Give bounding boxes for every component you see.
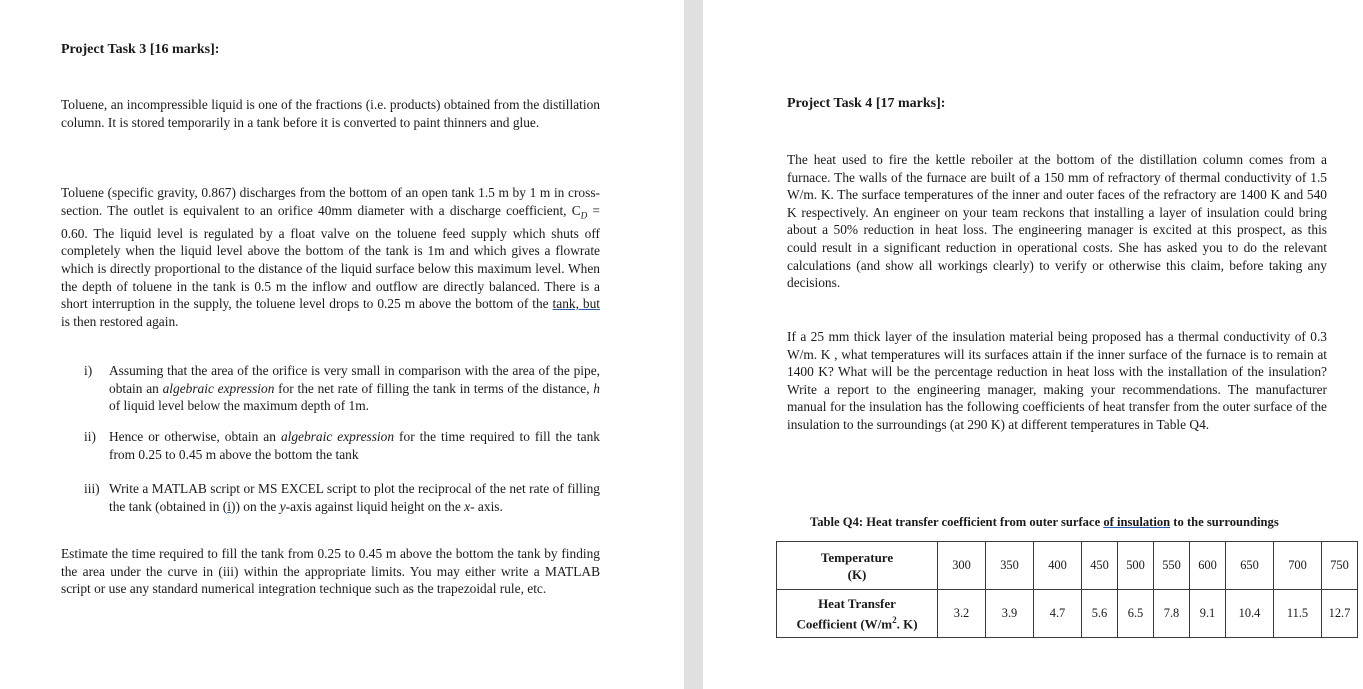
right-page	[703, 0, 1363, 689]
description-part2: = 0.60. The liquid level is regulated by a float valve on the toluene feed supply which shuts off completely when the liquid level above the bottom of the tank is 1m and which gives a flowrate which is directly proportional to the distance of the liquid surface below this maximum level. When the depth of toluene in the tank is 0.5 m the inflow and outflow are directly balanced. There is a short interruption in the supply, the toluene level drops to 0.25 m above the bottom of the	[61, 202, 600, 312]
task4-marks: [17 marks]:	[875, 96, 946, 111]
list-text: Write a MATLAB script or MS EXCEL script to plot the reciprocal of the net rate of filling the tank (obtained in (i)) on the y-axis against liquid height on the x- axis.	[109, 481, 600, 514]
list-text: Hence or otherwise, obtain an algebraic expression for the time required to fill the tank from 0.25 to 0.45 m above the bottom the tank	[109, 429, 600, 462]
emphasis: algebraic expression	[280, 429, 395, 444]
task3-description	[61, 184, 600, 330]
caption-underlined: of insulation	[1103, 515, 1171, 529]
table-cell: 3.2	[938, 590, 986, 638]
task4-title: Project Task 4	[787, 96, 873, 111]
table-cell: 11.5	[1274, 590, 1322, 638]
list-item-i	[84, 362, 600, 416]
table-cell: 10.4	[1226, 590, 1274, 638]
variable-y: y	[279, 498, 286, 514]
list-item-iii	[84, 480, 600, 518]
variable-x: x	[464, 498, 471, 514]
table-cell: 600	[1190, 542, 1226, 590]
table-row-temperature	[777, 542, 1358, 590]
table-cell: 12.7	[1322, 590, 1358, 638]
task3-estimate: Estimate the time required to fill the tank from 0.25 to 0.45 m above the bottom the tank by finding the area under the curve in (iii) within the appropriate limits. You may either write a MATLAB script or use any standard numerical integration technique such as the trapezoidal rule, etc.	[61, 546, 600, 597]
table-cell: 400	[1034, 542, 1082, 590]
task4-paragraph-2: If a 25 mm thick layer of the insulation material being proposed has a thermal conductivity of 0.3 W/m. K , what temperatures will its surfaces attain if the inner surface of the furnace is to remain at 1400 K? What will be the percentage reduction in heat loss with the installation of the insulation? Write a report to the engineering manager, making your recommendations. The manufacturer manual for the insulation has the following coefficients of heat transfer from the outer surface of the insulation to the surroundings (at 290 K) at different temperatures in Table Q4.	[787, 329, 1327, 432]
table-cell: 6.5	[1118, 590, 1154, 638]
task3-title: Project Task 3	[61, 42, 147, 57]
table-q4	[776, 541, 1358, 638]
table-cell: 500	[1118, 542, 1154, 590]
table-cell: 750	[1322, 542, 1358, 590]
list-number: ii)	[84, 429, 96, 444]
table-cell: 350	[986, 542, 1034, 590]
task3-intro: Toluene, an incompressible liquid is one of the fractions (i.e. products) obtained from the distillation column. It is stored temporarily in a tank before it is converted to paint thinners and glue.	[61, 97, 600, 130]
task3-heading	[61, 42, 219, 58]
table-cell: 4.7	[1034, 590, 1082, 638]
table-cell: 5.6	[1082, 590, 1118, 638]
task4-heading	[787, 96, 945, 112]
list-number: i)	[84, 363, 93, 378]
description-part1: Toluene (specific gravity, 0.867) discharges from the bottom of an open tank 1.5 m by 1 m in cross-section. The outlet is equivalent to an orifice 40mm diameter with a discharge coefficient, C	[61, 185, 600, 218]
list-text: Assuming that the area of the orifice is very small in comparison with the area of the pipe, obtain an algebraic expression for the net rate of filling the tank in terms of the distance, h of liquid level below the maximum depth of 1m.	[109, 363, 600, 414]
table-cell: 300	[938, 542, 986, 590]
row-header-coefficient: Heat Transfer Coefficient ($W/m^2$. K)	[777, 590, 938, 638]
table-q4-caption: Table Q4: Heat transfer coefficient from outer surface of insulation to the surroundings	[810, 515, 1279, 529]
task4-paragraph-1: The heat used to fire the kettle reboiler at the bottom of the distillation column comes from a furnace. The walls of the furnace are built of a 150 mm of refractory of thermal conductivity of 1.5 W/m. K. The surface temperatures of the inner and outer faces of the refractory are 1400 K and 540 K respectively. An engineer on your team reckons that installing a layer of insulation could bring about a 50% reduction in heat loss. The engineering manager is excited at this prospect, as this could result in a significant reduction in operational costs. She has asked you to do the relevant calculations (and show all workings clearly) to verify or otherwise this claim, before taking any decisions.	[787, 152, 1327, 291]
task3-marks: [16 marks]:	[149, 42, 220, 57]
table-cell: 650	[1226, 542, 1274, 590]
table-cell: 3.9	[986, 590, 1034, 638]
description-underlined: tank, but	[552, 296, 600, 312]
list-number: iii)	[84, 481, 100, 496]
description-part3: is then restored again.	[61, 313, 179, 329]
table-cell: 550	[1154, 542, 1190, 590]
table-cell: 450	[1082, 542, 1118, 590]
page-gutter	[684, 0, 703, 689]
cd-subscript: D	[580, 210, 588, 221]
list-item-ii	[84, 428, 600, 466]
variable-h: h	[593, 380, 600, 396]
table-row-coefficient	[777, 590, 1358, 638]
emphasis: algebraic expression	[162, 380, 275, 396]
table-cell: 9.1	[1190, 590, 1226, 638]
table-cell: 700	[1274, 542, 1322, 590]
reference-i: i	[227, 498, 231, 514]
table-cell: 7.8	[1154, 590, 1190, 638]
row-header-temperature: Temperature (K)	[777, 542, 938, 590]
